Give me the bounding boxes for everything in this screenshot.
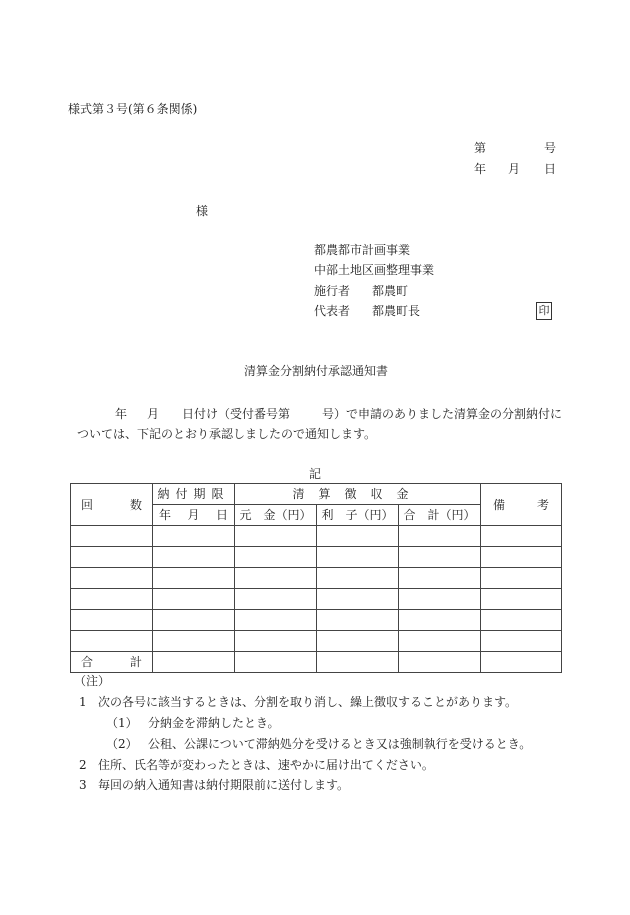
table-row	[71, 568, 562, 589]
total-label-gou: 合	[81, 655, 94, 669]
table-row	[71, 526, 562, 547]
note-2-text: 住所、氏名等が変わったときは、速やかに届け出てください。	[98, 758, 434, 772]
body-hizuke: 日付け（受付番号第	[182, 407, 291, 421]
representative-label: 代表者	[314, 304, 351, 318]
count-header-suu: 数	[129, 497, 142, 512]
executor-name: 都農町	[372, 284, 409, 298]
count-header	[71, 484, 153, 526]
deadline-date-header	[153, 505, 235, 526]
date-year: 年	[474, 162, 487, 176]
document-title: 清算金分割納付承認通知書	[244, 364, 389, 378]
sub-note-2-text: 公租、公課について滞納処分を受けるとき又は強制執行を受けるとき。	[148, 737, 532, 751]
date-day: 日	[544, 162, 557, 176]
count-header-kai: 回	[81, 497, 94, 512]
note-2-number: 2	[79, 758, 87, 772]
note-1-number: 1	[79, 695, 87, 709]
executor-label: 施行者	[314, 284, 351, 298]
note-3-number: 3	[79, 778, 87, 792]
body-year: 年	[115, 407, 128, 421]
remarks-header-bi: 備	[493, 497, 506, 512]
settlement-collection-header: 清算徴収金	[235, 484, 481, 505]
doc-number-go: 号	[544, 141, 557, 155]
total-label-kei: 計	[129, 655, 142, 669]
sub-note-1-text: 分納金を滞納したとき。	[148, 716, 280, 730]
seal-mark: 印	[536, 302, 552, 320]
date-month: 月	[508, 162, 521, 176]
table-total-row	[71, 652, 562, 673]
representative-name: 都農町長	[372, 304, 421, 318]
deadline-day: 日	[215, 508, 228, 522]
total-label	[71, 652, 153, 673]
table-header-row-1	[71, 484, 562, 505]
sub-note-2-number: （2）	[106, 737, 138, 751]
table-row	[71, 610, 562, 631]
remarks-header-kou: 考	[536, 497, 549, 512]
principal-header: 元 金（円）	[235, 505, 317, 526]
notes-header: （注）	[74, 674, 111, 688]
project-line2: 中部土地区画整理事業	[314, 263, 435, 277]
form-number: 様式第３号(第６条関係)	[68, 102, 198, 116]
payment-deadline-header: 納付期限	[153, 484, 235, 505]
body-line2: ついては、下記のとおり承認しましたので通知します。	[77, 427, 377, 441]
table-row	[71, 631, 562, 652]
note-1-text: 次の各号に該当するときは、分割を取り消し、繰上徴収することがあります。	[98, 695, 518, 709]
interest-header: 利 子（円）	[317, 505, 399, 526]
project-line1: 都農都市計画事業	[314, 243, 411, 257]
installment-table	[70, 483, 562, 673]
body-go: 号）で申請のありました清算金の分割納付に	[322, 407, 563, 421]
ki-label: 記	[309, 467, 322, 481]
body-month: 月	[147, 407, 160, 421]
table-row	[71, 547, 562, 568]
table-row	[71, 589, 562, 610]
deadline-month: 月	[187, 508, 200, 522]
doc-number-dai: 第	[474, 141, 487, 155]
note-3-text: 毎回の納入通知書は納付期限前に送付します。	[98, 778, 350, 792]
addressee-suffix: 様	[196, 204, 209, 218]
sub-note-1-number: （1）	[106, 716, 138, 730]
deadline-year: 年	[159, 508, 172, 522]
total-yen-header: 合 計（円）	[399, 505, 481, 526]
remarks-header	[481, 484, 562, 526]
